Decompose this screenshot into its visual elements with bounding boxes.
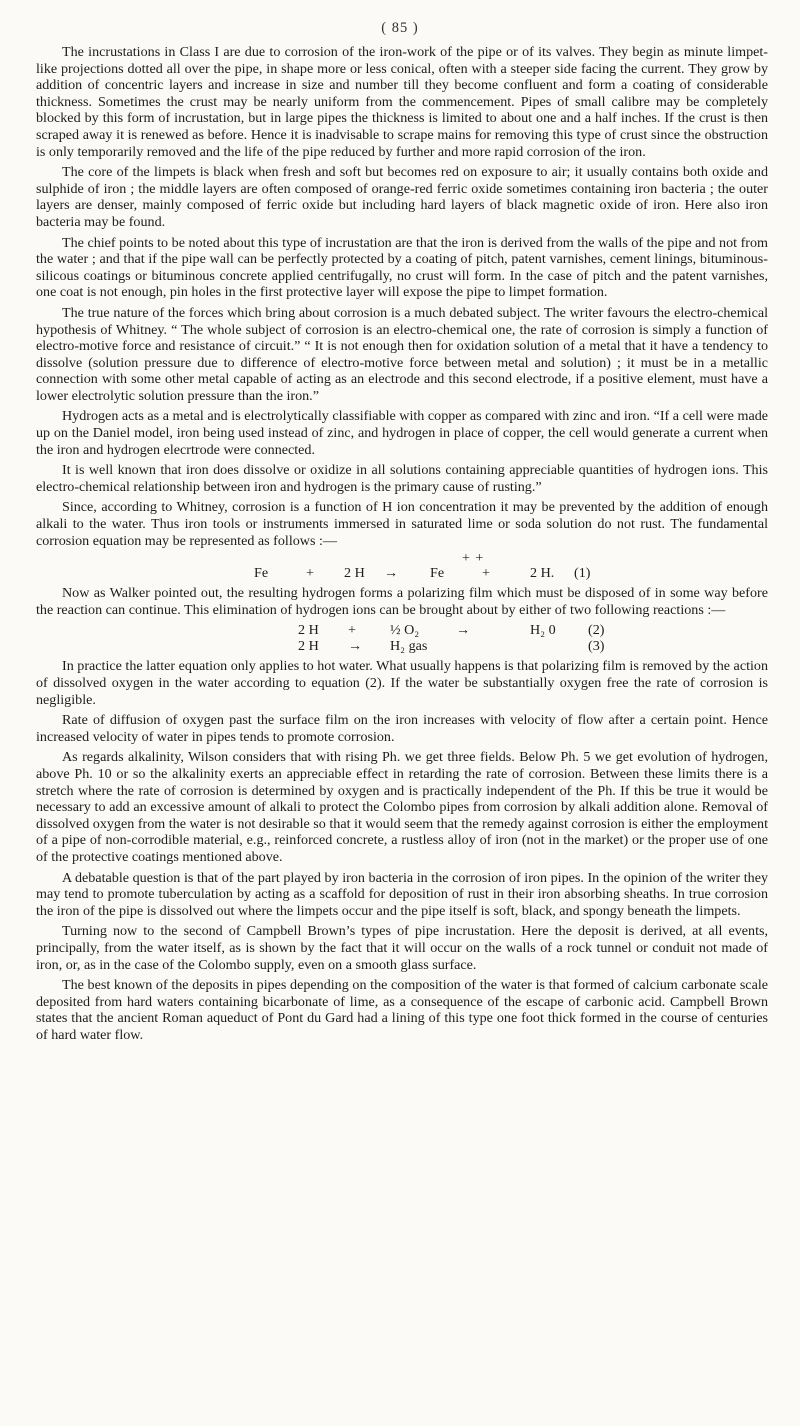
paragraph-walker-polarizing: Now as Walker pointed out, the resulting hydrogen forms a polarizing film which must be disposed of in some way before the reaction can continue. This elimination of hydrogen ions can be brought about by either of two following reactions :—	[36, 585, 768, 618]
eq1-product-iron: Fe	[430, 565, 445, 582]
paragraph-diffusion: Rate of diffusion of oxygen past the surface film on the iron increases with velocity of flow after a certain point. Hence increased velocity of water in pipes tends to promote corrosion.	[36, 712, 768, 745]
eq2-number: (2)	[588, 622, 605, 639]
eq1-reactant-iron: Fe	[254, 565, 269, 582]
eq1-plus: +	[306, 565, 314, 582]
eq1-plus-2: +	[482, 565, 490, 582]
eq2-oxygen: ½ O₂	[390, 622, 420, 639]
paragraph-alkalinity: As regards alkalinity, Wilson considers that with rising Ph. we get three fields. Below Ph. 5 we get evolution of hydrogen, above Ph. 10 or so the alkalinity exerts an appreciable effect in retarding the rate of corrosion. Between these limits there is a stretch where the rate of corrosion is determined by oxygen and is practically independent of the Ph. If this be true it would be necessary to add an excessive amount of alkali to protect the Colombo pipes from corrosion by alkali addition alone. Removal of dissolved oxygen from the water is not desirable so that it would seem that the remedy against corrosion is either the employment of a pipe of non-corrodible material, e.g., reinforced concrete, a rustless alloy of iron (not in the market) or the proper use of one of the protective coatings mentioned above.	[36, 749, 768, 865]
eq3-hydrogen-gas: H₂ gas	[390, 638, 428, 655]
eq2-plus: +	[348, 622, 356, 639]
eq3-arrow: →	[348, 638, 363, 655]
paragraph-iron-bacteria: A debatable question is that of the part played by iron bacteria in the corrosion of iron pipes. In the opinion of the writer they may tend to promote tuberculation by acting as a scaffold for deposition of rust in their iron absorbing sheaths. In true corrosion the iron of the pipe is dissolved out where the limpets occur and the pipe itself is soft, black, and spongy beneath the limpets.	[36, 869, 768, 919]
eq2-hydrogen: 2 H	[298, 622, 319, 639]
page-number: ( 85 )	[381, 20, 419, 36]
eq1-arrow: →	[384, 565, 399, 582]
paragraph-hydrogen-ions: It is well known that iron does dissolve or oxidize in all solutions containing appreciable quantities of hydrogen ions. This electro-chemical relationship between iron and hydrogen is the primary cause of rusting.”	[36, 462, 768, 495]
equation-1-line	[36, 565, 768, 581]
paragraph-practice: In practice the latter equation only applies to hot water. What usually happens is that polarizing film is removed by the action of dissolved oxygen in the water according to equation (2). If the water be substantially oxygen free the rate of corrosion is negligible.	[36, 658, 768, 708]
paragraph-whitney-alkali: Since, according to Whitney, corrosion is a function of H ion concentration it may be prevented by the addition of enough alkali to the water. Thus iron tools or instruments immersed in saturated lime or soda solution do not rust. The fundamental corrosion equation may be represented as follows :—	[36, 499, 768, 549]
paragraph-limpet-core: The core of the limpets is black when fresh and soft but becomes red on exposure to air; it usually contains both oxide and sulphide of iron ; the middle layers are often composed of orange-red ferric oxide sometimes containing iron bacteria ; the outer layers are denser, mainly composed of ferric oxide but including hard layers of black magnetic oxide of iron. Here also iron bacteria may be found.	[36, 164, 768, 230]
equations-2-3	[36, 622, 768, 654]
equation-1-charges	[36, 553, 768, 565]
equation-1	[36, 553, 768, 581]
eq3-number: (3)	[588, 638, 605, 655]
eq2-water: H₂ 0	[530, 622, 556, 639]
eq2-arrow: →	[456, 622, 471, 639]
equation-3-line	[36, 638, 768, 654]
equation-2-line	[36, 622, 768, 638]
document-body	[36, 44, 768, 1047]
paragraph-calcium-carbonate: The best known of the deposits in pipes depending on the composition of the water is that formed of calcium carbonate scale deposited from hard waters containing bicarbonate of lime, as a consequence of the escape of carbonic acid. Campbell Brown states that the ancient Roman aqueduct of Pont du Gard had a lining of this type one foot thick formed in the course of centuries of hard water flow.	[36, 977, 768, 1043]
eq1-product-hydrogen: 2 H.	[530, 565, 555, 582]
paragraph-corrosion-forces: The true nature of the forces which bring about corrosion is a much debated subject. The writer favours the electro-chemical hypothesis of Whitney. “ The whole subject of corrosion is an electro-chemical one, the rate of corrosion is simply a function of electro-motive force and resistance of circuit.” “ It is not enough then for oxidation solution of a metal that it have a tendency to dissolve (solution pressure due to difference of electro-motive force between metal and solution) ; it must be in a metallic connection with some other metal capable of acting as an electrode and this second electrode, if a positive element, must have a lower electrolytic solution pressure than the iron.”	[36, 304, 768, 404]
paragraph-hydrogen-metal: Hydrogen acts as a metal and is electrolytically classifiable with copper as compared with zinc and iron. “If a cell were made up on the Daniel model, iron being used instead of zinc, and hydrogen in place of copper, the cell would generate a current when the iron and hydrogen elecrtrode were connected.	[36, 408, 768, 458]
paragraph-chief-points: The chief points to be noted about this type of incrustation are that the iron is derived from the walls of the pipe and not from the water ; and that if the pipe wall can be perfectly protected by a coating of pitch, patent varnishes, cement linings, bituminous-silicous coatings or bituminous concrete applied centrifugally, no crust will form. In the case of pitch and the patent varnishes, one coat is not enough, pin holes in the first protective layer will expose the pipe to limpet formation.	[36, 234, 768, 301]
eq1-reactant-hydrogen: 2 H	[344, 565, 365, 582]
paragraph-incrustations: The incrustations in Class I are due to corrosion of the iron-work of the pipe or of its valves. They begin as minute limpet-like projections dotted all over the pipe, in shape more or less conical, often with a steeper side facing the current. They grow by addition of concentric layers and increase in size and number till they become confluent and form a coating of considerable thickness. Sometimes the crust may be nearly uniform from the commencement. Pipes of small calibre may be completely blocked by this form of incrustation, but in large pipes the thickness is limited to about one and a half inches. If the crust is then scraped away it is renewed as before. Hence it is inadvisable to scrape mains for removing this type of crust since the obstruction is only temporarily removed and the life of the pipe reduced by further and more rapid corrosion of the iron.	[36, 44, 768, 160]
charge-superscript: + +	[462, 551, 485, 567]
eq3-hydrogen: 2 H	[298, 638, 319, 655]
eq1-number: (1)	[574, 565, 591, 582]
paragraph-campbell-brown: Turning now to the second of Campbell Brown’s types of pipe incrustation. Here the deposit is derived, at all events, principally, from the water itself, as is shown by the fact that it will occur on the walls of a rock tunnel or conduit not made of iron, or, as in the case of the Colombo supply, even on a smooth glass surface.	[36, 923, 768, 973]
